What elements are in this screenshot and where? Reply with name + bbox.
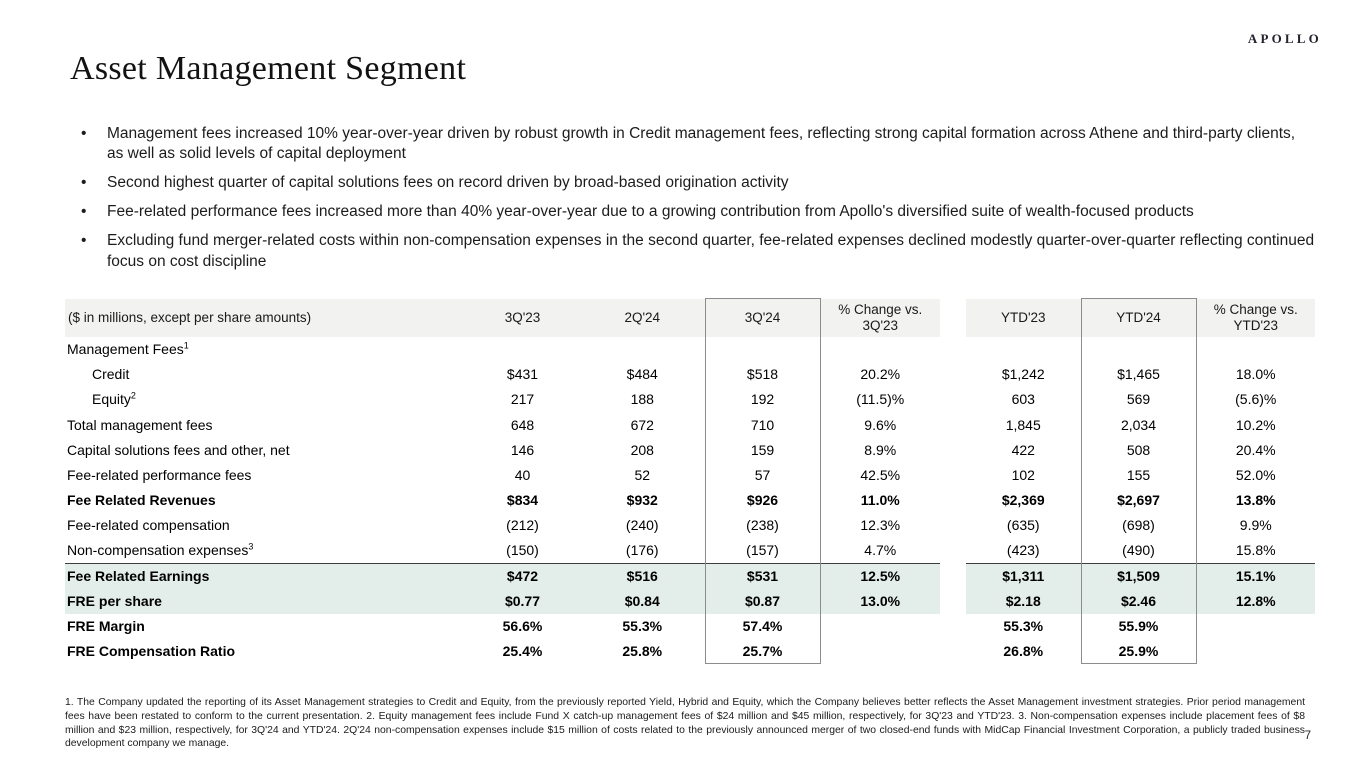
table-cell <box>465 337 580 362</box>
row-label <box>65 488 465 513</box>
table-cell: $2.18 <box>966 588 1081 613</box>
row-label-text: Fee-related compensation <box>67 517 230 534</box>
page-title: Asset Management Segment <box>70 50 467 87</box>
table-cell: $2,369 <box>1001 492 1045 509</box>
table-cell: 52.0% <box>1235 467 1276 484</box>
table-cell: 20.2% <box>860 366 901 383</box>
table-cell: $518 <box>705 362 820 387</box>
table-row <box>65 462 1315 487</box>
table-cell: 25.8% <box>622 643 663 660</box>
table-cell: 710 <box>705 412 820 437</box>
row-label <box>65 639 465 664</box>
bullet-icon: • <box>81 203 87 221</box>
table-row <box>65 588 1315 613</box>
row-label <box>65 337 465 362</box>
table-cell <box>1196 639 1315 664</box>
table-cell: $0.77 <box>465 588 580 613</box>
table-row <box>65 362 1315 387</box>
bullet-text: Excluding fund merger-related costs within non-compensation expenses in the second quarter, fee-related expenses declined modestly quarter-over-quarter reflecting continued focus on cost discipline <box>107 232 1315 270</box>
table-cell: (698) <box>1081 513 1196 538</box>
table-cell: 12.5% <box>820 563 940 588</box>
column-header: % Change vs. 3Q'23 <box>820 299 940 337</box>
table-cell: $834 <box>506 492 539 509</box>
table-cell <box>1081 337 1196 362</box>
bullet-icon: • <box>81 232 87 250</box>
table-cell: (5.6)% <box>1235 391 1277 408</box>
table-cell: $484 <box>626 366 658 383</box>
bullet-list <box>80 124 1315 281</box>
column-header: 3Q'24 <box>705 299 820 337</box>
table-cell: (11.5)% <box>856 391 905 408</box>
bullet-text: Fee-related performance fees increased more than 40% year-over-year due to a growing contribution from Apollo's diversified suite of wealth-focused products <box>107 203 1194 221</box>
table-cell: $431 <box>506 366 539 383</box>
table-cell: 55.3% <box>622 618 663 635</box>
table-cell <box>1196 614 1315 639</box>
column-group-gap <box>940 538 966 563</box>
row-label <box>65 513 465 538</box>
table-cell: (635) <box>1006 517 1040 534</box>
table-row <box>65 437 1315 462</box>
column-group-gap <box>940 588 966 613</box>
table-row <box>65 488 1315 513</box>
table-cell: 25.7% <box>705 639 820 664</box>
table-cell: 15.1% <box>1196 563 1315 588</box>
footnote-marker: 3 <box>248 541 254 552</box>
row-label <box>65 412 465 437</box>
row-label <box>65 538 465 563</box>
table-row <box>65 337 1315 362</box>
row-label-text: Fee Related Revenues <box>67 492 216 509</box>
table-cell: $0.84 <box>580 588 705 613</box>
column-group-gap <box>940 337 966 362</box>
row-label-text: Non-compensation expenses <box>67 542 249 559</box>
row-label <box>65 387 465 412</box>
table-cell: $1,509 <box>1081 563 1196 588</box>
row-label-text: Fee Related Earnings <box>67 568 210 585</box>
row-label <box>65 437 465 462</box>
column-group-gap <box>940 299 966 337</box>
column-group-gap <box>940 488 966 513</box>
table-cell: 603 <box>1011 391 1035 408</box>
page-number: 7 <box>1304 730 1311 742</box>
table-cell <box>820 639 940 664</box>
bullet-text: Second highest quarter of capital solutions fees on record driven by broad-based origination activity <box>107 174 789 192</box>
table-cell: $531 <box>705 563 820 588</box>
table-cell: 188 <box>630 391 654 408</box>
table-cell: $932 <box>626 492 658 509</box>
bullet-item <box>80 124 1315 165</box>
table-cell: 25.9% <box>1081 639 1196 664</box>
column-header: % Change vs. YTD'23 <box>1196 299 1315 337</box>
column-group-gap <box>940 614 966 639</box>
row-label-text: FRE per share <box>67 592 162 609</box>
table-cell: 217 <box>510 391 535 408</box>
table-cell: 12.3% <box>860 517 901 534</box>
row-label-text: FRE Margin <box>67 618 145 635</box>
table-cell: 25.4% <box>502 643 543 660</box>
column-group-gap <box>940 513 966 538</box>
row-label-text: FRE Compensation Ratio <box>67 643 236 660</box>
table-cell: 57.4% <box>705 614 820 639</box>
bullet-text: Management fees increased 10% year-over-year driven by robust growth in Credit management fees, reflecting strong capital formation across Athene and third-party clients, as well as solid levels of capital deployment <box>107 125 1296 163</box>
row-label <box>65 362 465 387</box>
column-group-gap <box>940 437 966 462</box>
table-row <box>65 513 1315 538</box>
row-label-text: Capital solutions fees and other, net <box>67 441 290 458</box>
table-cell: 55.3% <box>1003 618 1044 635</box>
table-cell: (423) <box>1006 542 1040 559</box>
table-cell: 2,034 <box>1081 412 1196 437</box>
table-cell <box>705 337 820 362</box>
table-cell: $2.46 <box>1081 588 1196 613</box>
footnote-marker: 1 <box>183 340 189 351</box>
column-header: 3Q'23 <box>465 299 580 337</box>
table-cell: 569 <box>1081 387 1196 412</box>
table-cell <box>820 614 940 639</box>
column-group-gap <box>940 639 966 664</box>
table-cell: 57 <box>705 462 820 487</box>
row-label-text: Equity <box>92 391 131 408</box>
row-label <box>65 462 465 487</box>
table-cell: 13.0% <box>820 588 940 613</box>
table-cell: 672 <box>630 416 654 433</box>
table-cell: 56.6% <box>502 618 543 635</box>
table-units-note: ($ in millions, except per share amounts) <box>65 299 465 337</box>
bullet-icon: • <box>81 125 87 142</box>
table-cell: $1,242 <box>1001 366 1045 383</box>
table-cell: 9.9% <box>1239 517 1272 534</box>
table-cell: (240) <box>625 517 659 534</box>
table-cell: 52 <box>634 467 651 484</box>
column-header: YTD'24 <box>1081 299 1196 337</box>
footnote-marker: 2 <box>130 390 136 401</box>
column-group-gap <box>940 462 966 487</box>
table-cell: 12.8% <box>1196 588 1315 613</box>
table-cell: 9.6% <box>864 416 897 433</box>
table-cell: 159 <box>705 437 820 462</box>
table-cell: 422 <box>1011 441 1035 458</box>
table-cell: (176) <box>625 542 659 559</box>
table-cell: 208 <box>630 441 654 458</box>
table-row <box>65 412 1315 437</box>
row-label-text: Total management fees <box>67 416 213 433</box>
table-cell: $1,465 <box>1081 362 1196 387</box>
table-cell: (150) <box>506 542 539 559</box>
table-cell: 508 <box>1081 437 1196 462</box>
row-label-text: Management Fees <box>67 341 184 358</box>
bullet-item <box>80 202 1315 222</box>
table-cell: 18.0% <box>1235 366 1276 383</box>
table-cell: 8.9% <box>864 441 897 458</box>
bullet-icon: • <box>81 174 87 192</box>
table-cell: 55.9% <box>1081 614 1196 639</box>
row-label <box>65 614 465 639</box>
table-cell: 1,845 <box>1005 416 1041 433</box>
table-cell: 42.5% <box>860 467 901 484</box>
table-cell: (157) <box>705 538 820 563</box>
table-cell <box>966 337 1081 362</box>
column-header: YTD'23 <box>966 299 1081 337</box>
table-cell: (238) <box>705 513 820 538</box>
table-cell: (490) <box>1081 538 1196 563</box>
table-row <box>65 639 1315 664</box>
table-cell: 26.8% <box>1003 643 1044 660</box>
table-cell: (212) <box>506 517 539 534</box>
table-cell: $1,311 <box>966 563 1081 588</box>
row-label <box>65 588 465 613</box>
table-cell: 11.0% <box>860 492 900 509</box>
column-group-gap <box>940 387 966 412</box>
table-cell <box>580 337 705 362</box>
footnotes: 1. The Company updated the reporting of its Asset Management strategies to Credit and Equity, from the previously reported Yield, Hybrid and Equity, which the Company believes better reflects the Asset Management investment strategies. Prior period management fees have been restated to conform to the current presentation. 2. Equity management fees include Fund X catch-up management fees of $24 million and $45 million, respectively, for 3Q'23 and YTD'23. 3. Non-compensation expenses include placement fees of $8 million and $23 million, respectively, for 3Q'24 and YTD'24. 2Q'24 non-compensation expenses include $15 million of costs related to the previously announced merger of two closed-end funds with MidCap Financial Investment Corporation, a publicly traded business development company we manage. <box>65 697 1305 750</box>
column-group-gap <box>940 563 966 588</box>
column-group-gap <box>940 412 966 437</box>
table-cell: 4.7% <box>864 542 897 559</box>
table-cell: 146 <box>510 441 535 458</box>
table-cell: $926 <box>705 488 820 513</box>
table-cell: 13.8% <box>1235 492 1276 509</box>
table-header-row <box>65 299 1315 337</box>
table-cell: 102 <box>1011 467 1035 484</box>
table-cell: 20.4% <box>1235 441 1276 458</box>
column-group-gap <box>940 362 966 387</box>
row-label-text: Fee-related performance fees <box>67 467 252 484</box>
table-cell: 15.8% <box>1235 542 1276 559</box>
table-cell: $0.87 <box>705 588 820 613</box>
table-cell: $472 <box>465 563 580 588</box>
table-row <box>65 538 1315 563</box>
table-cell: $2,697 <box>1081 488 1196 513</box>
table-row <box>65 387 1315 412</box>
table-cell: 155 <box>1081 462 1196 487</box>
financial-table-container <box>65 298 1315 664</box>
financial-table <box>65 298 1315 664</box>
bullet-item <box>80 173 1315 193</box>
table-row <box>65 614 1315 639</box>
apollo-logo: APOLLO <box>1247 31 1322 46</box>
table-cell: 648 <box>510 416 535 433</box>
table-cell <box>1196 337 1315 362</box>
row-label <box>65 563 465 588</box>
table-cell <box>820 337 940 362</box>
table-cell: $516 <box>580 563 705 588</box>
column-header: 2Q'24 <box>580 299 705 337</box>
table-cell: 40 <box>514 467 531 484</box>
table-cell: 192 <box>705 387 820 412</box>
row-label-text: Credit <box>92 366 130 383</box>
bullet-item <box>80 231 1315 272</box>
table-row <box>65 563 1315 588</box>
table-cell: 10.2% <box>1235 416 1276 433</box>
